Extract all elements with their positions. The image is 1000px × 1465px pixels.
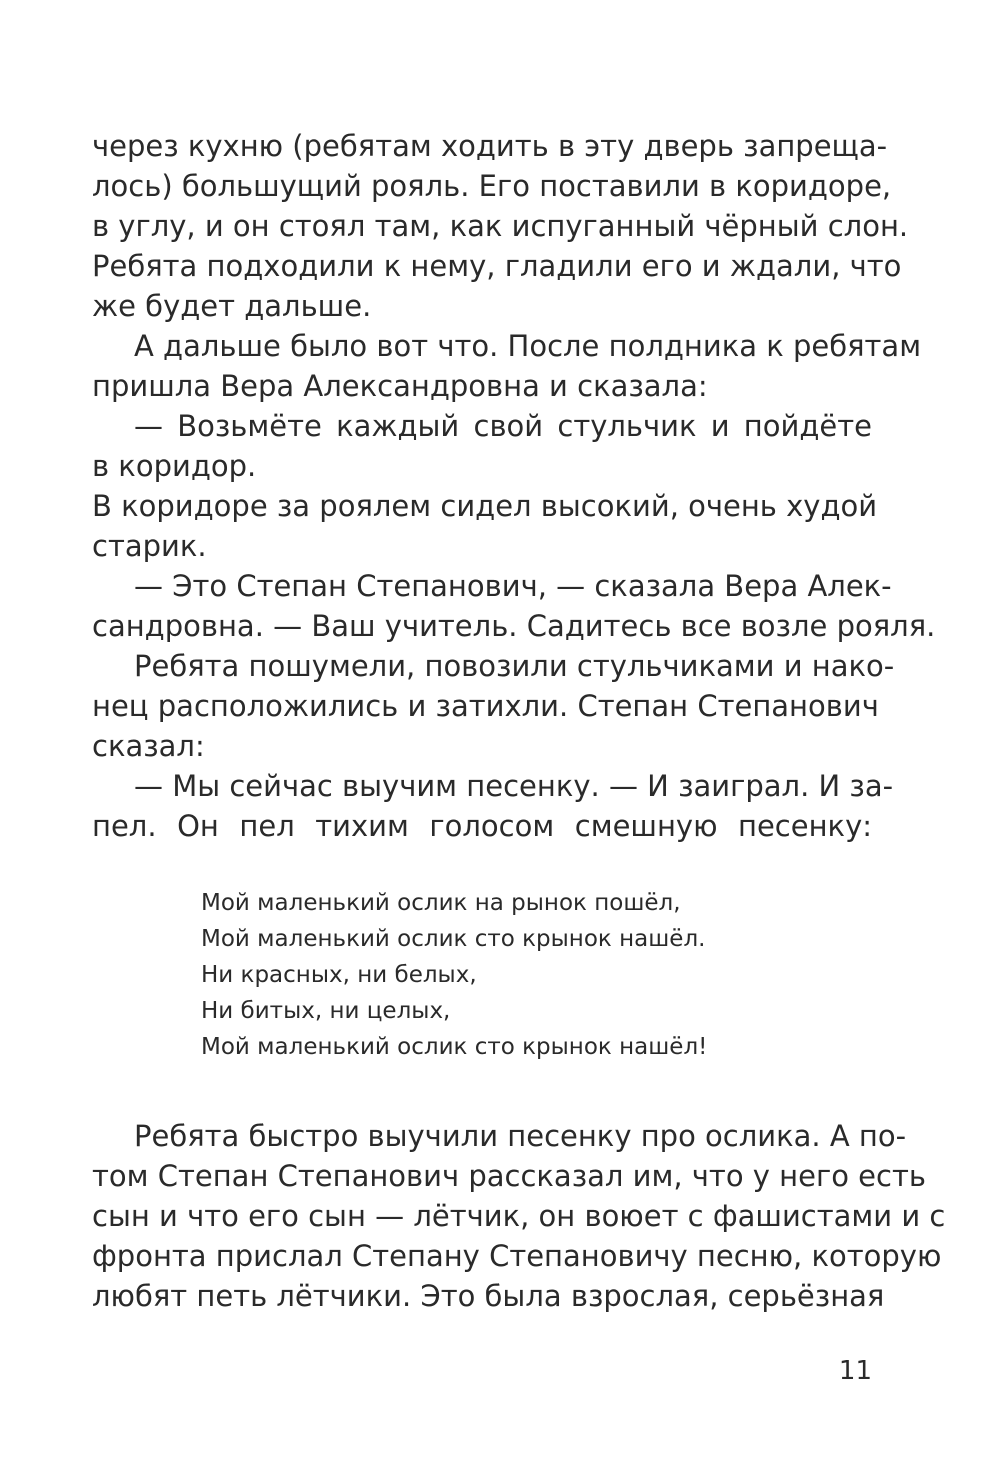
text-line: же будет дальше. <box>92 289 372 323</box>
text-line: В коридоре за роялем сидел высокий, очень худой <box>92 489 878 523</box>
text-line: пришла Вера Александровна и сказала: <box>92 369 708 403</box>
text-line: в коридор. <box>92 449 257 483</box>
text-line: через кухню (ребятам ходить в эту дверь запреща- <box>92 129 888 163</box>
text-line: лось) большущий рояль. Его поставили в коридоре, <box>92 169 892 203</box>
verse-line: Мой маленький ослик сто крынок нашёл! <box>201 1034 708 1060</box>
text-line: — Возьмёте каждый свой стульчик и пойдёте <box>134 409 872 443</box>
verse-line: Мой маленький ослик на рынок пошёл, <box>201 890 681 916</box>
text-line: в углу, и он стоял там, как испуганный чёрный слон. <box>92 209 909 243</box>
text-line: Ребята пошумели, повозили стульчиками и нако- <box>134 649 895 683</box>
text-line: — Мы сейчас выучим песенку. — И заиграл. И за- <box>134 769 894 803</box>
text-line: Ребята подходили к нему, гладили его и ждали, что <box>92 249 902 283</box>
text-line: сандровна. — Ваш учитель. Садитесь все возле рояля. <box>92 609 936 643</box>
text-line: А дальше было вот что. После полдника к ребятам <box>134 329 922 363</box>
text-line: любят петь лётчики. Это была взрослая, серьёзная <box>92 1279 885 1313</box>
text-line: пел. Он пел тихим голосом смешную песенку: <box>92 809 872 843</box>
text-line: фронта прислал Степану Степановичу песню, которую <box>92 1239 942 1273</box>
verse-line: Ни битых, ни целых, <box>201 998 451 1024</box>
text-line: Ребята быстро выучили песенку про ослика. А по- <box>134 1119 907 1153</box>
text-line: сын и что его сын — лётчик, он воюет с фашистами и с <box>92 1199 946 1233</box>
text-line: том Степан Степанович рассказал им, что у него есть <box>92 1159 926 1193</box>
text-line: — Это Степан Степанович, — сказала Вера Алек- <box>134 569 892 603</box>
verse-line: Мой маленький ослик сто крынок нашёл. <box>201 926 706 952</box>
page-number: 11 <box>838 1356 872 1386</box>
text-line: нец расположились и затихли. Степан Степанович <box>92 689 879 723</box>
verse-line: Ни красных, ни белых, <box>201 962 477 988</box>
text-line: сказал: <box>92 729 205 763</box>
text-line: старик. <box>92 529 207 563</box>
